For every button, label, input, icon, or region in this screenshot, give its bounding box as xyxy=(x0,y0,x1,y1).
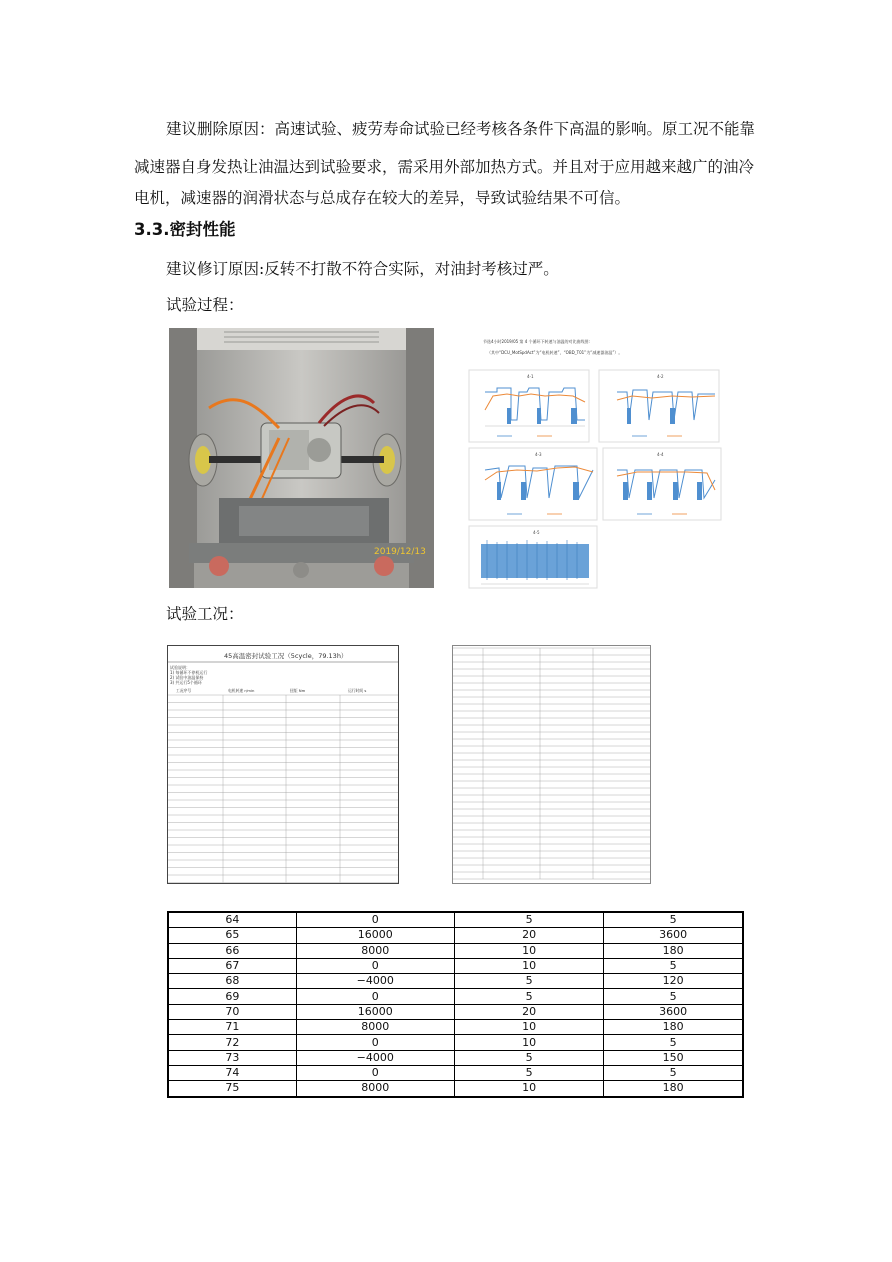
conditions-data-table xyxy=(167,911,744,1098)
conditions-table-image-right xyxy=(452,645,651,884)
table-cell: 0 xyxy=(296,989,454,1004)
table-cell: 10 xyxy=(454,958,604,973)
table-row xyxy=(168,974,743,989)
conditions-header: 工况序号 xyxy=(176,688,192,693)
table-cell: 0 xyxy=(296,958,454,973)
table-row xyxy=(168,1081,743,1097)
table-row xyxy=(168,1004,743,1019)
paragraph-line: 建议删除原因：高速试验、疲劳寿命试验已经考核各条件下高温的影响。原工况不能靠 xyxy=(166,120,756,138)
table-cell: 69 xyxy=(168,989,296,1004)
table-cell: 5 xyxy=(454,1065,604,1080)
chart-panel-label: 4-5 xyxy=(533,530,540,535)
table-row xyxy=(168,1020,743,1035)
table-row xyxy=(168,928,743,943)
charts-intro-line-2: （其中“DCU_MotSpdAct”为“电机转速”，“OBD_T01”为“减速器油温”）。 xyxy=(487,350,623,355)
conditions-table-left-svg xyxy=(168,646,398,883)
table-cell: 74 xyxy=(168,1065,296,1080)
table-cell: 72 xyxy=(168,1035,296,1050)
temperature-speed-charts xyxy=(467,330,725,590)
process-label: 试验过程： xyxy=(166,296,244,314)
paragraph-line: 减速器自身发热让油温达到试验要求，需采用外部加热方式。并且对于应用越来越广的油冷 xyxy=(134,158,755,176)
table-cell: 8000 xyxy=(296,1020,454,1035)
chart-panel-label: 4-3 xyxy=(535,452,542,457)
chart-panel-4-3 xyxy=(469,448,597,520)
photo-timestamp: 2019/12/13 xyxy=(374,547,426,557)
conditions-header: 电机转速 r/min xyxy=(228,688,255,693)
conditions-note: 1) 每循环不停机运行 xyxy=(170,670,208,675)
table-cell: 5 xyxy=(454,912,604,928)
table-row xyxy=(168,1035,743,1050)
revision-reason: 建议修订原因:反转不打散不符合实际，对油封考核过严。 xyxy=(166,260,559,278)
table-cell: 8000 xyxy=(296,943,454,958)
table-cell: 5 xyxy=(604,958,743,973)
table-cell: 180 xyxy=(604,943,743,958)
chart-panel-4-2 xyxy=(599,370,719,442)
table-cell: 10 xyxy=(454,943,604,958)
test-rig-photo xyxy=(169,328,434,588)
table-cell: 10 xyxy=(454,1035,604,1050)
conditions-header: 运行时间 s xyxy=(348,688,367,693)
section-heading: 3.3.密封性能 xyxy=(134,220,236,239)
table-row xyxy=(168,1050,743,1065)
table-cell: −4000 xyxy=(296,1050,454,1065)
table-cell: 5 xyxy=(604,1065,743,1080)
table-cell: 120 xyxy=(604,974,743,989)
table-row xyxy=(168,1065,743,1080)
table-cell: 5 xyxy=(604,912,743,928)
chart-panel-label: 4-4 xyxy=(657,452,664,457)
test-rig-illustration xyxy=(169,328,434,588)
table-row xyxy=(168,958,743,973)
table-cell: 150 xyxy=(604,1050,743,1065)
conditions-note: 3) 共运行5个循环 xyxy=(170,680,202,685)
table-cell: 67 xyxy=(168,958,296,973)
table-cell: 5 xyxy=(604,989,743,1004)
chart-panel-label: 4-1 xyxy=(527,374,534,379)
table-cell: 5 xyxy=(454,1050,604,1065)
table-cell: 75 xyxy=(168,1081,296,1097)
table-cell: 0 xyxy=(296,1065,454,1080)
table-cell: 5 xyxy=(604,1035,743,1050)
table-cell: 0 xyxy=(296,912,454,928)
conditions-header: 扭矩 Nm xyxy=(290,688,306,693)
table-row xyxy=(168,943,743,958)
chart-panel-4-1 xyxy=(469,370,589,442)
paragraph-deletion-reason xyxy=(134,110,760,148)
table-cell: 20 xyxy=(454,928,604,943)
table-cell: 71 xyxy=(168,1020,296,1035)
conditions-table-title: 45高温密封试验工况（5cycle，79.13h） xyxy=(224,652,348,660)
chart-panel-label: 4-2 xyxy=(657,374,664,379)
conditions-note: 2) 试验中油温保持 xyxy=(170,675,204,680)
table-cell: 65 xyxy=(168,928,296,943)
conditions-note: 试验说明： xyxy=(170,665,190,670)
table-cell: 16000 xyxy=(296,928,454,943)
chart-panel-4-4 xyxy=(603,448,721,520)
table-cell: 70 xyxy=(168,1004,296,1019)
table-cell: 8000 xyxy=(296,1081,454,1097)
conditions-label: 试验工况： xyxy=(166,605,244,623)
table-cell: 16000 xyxy=(296,1004,454,1019)
paragraph-line-3 xyxy=(134,179,760,217)
charts-intro-line-1: 节选4小时2019/05 第 4 个循环下转速与油温的对比曲线图: xyxy=(483,339,590,344)
table-cell: 73 xyxy=(168,1050,296,1065)
table-cell: 5 xyxy=(454,989,604,1004)
table-cell: 3600 xyxy=(604,1004,743,1019)
conditions-grid-right xyxy=(453,648,650,879)
table-cell: 0 xyxy=(296,1035,454,1050)
table-cell: 20 xyxy=(454,1004,604,1019)
table-cell: 10 xyxy=(454,1020,604,1035)
paragraph-line: 电机，减速器的润滑状态与总成存在较大的差异，导致试验结果不可信。 xyxy=(134,189,631,207)
table-cell: 66 xyxy=(168,943,296,958)
table-cell: −4000 xyxy=(296,974,454,989)
table-cell: 180 xyxy=(604,1020,743,1035)
table-cell: 68 xyxy=(168,974,296,989)
table-cell: 10 xyxy=(454,1081,604,1097)
conditions-table-right-svg xyxy=(453,646,650,883)
table-cell: 5 xyxy=(454,974,604,989)
charts-svg xyxy=(467,330,725,590)
table-cell: 180 xyxy=(604,1081,743,1097)
conditions-grid-left xyxy=(168,695,398,883)
table-row xyxy=(168,989,743,1004)
chart-panel-4-5 xyxy=(469,526,597,588)
table-cell: 3600 xyxy=(604,928,743,943)
table-cell: 64 xyxy=(168,912,296,928)
conditions-table-image-left xyxy=(167,645,399,884)
table-row xyxy=(168,912,743,928)
